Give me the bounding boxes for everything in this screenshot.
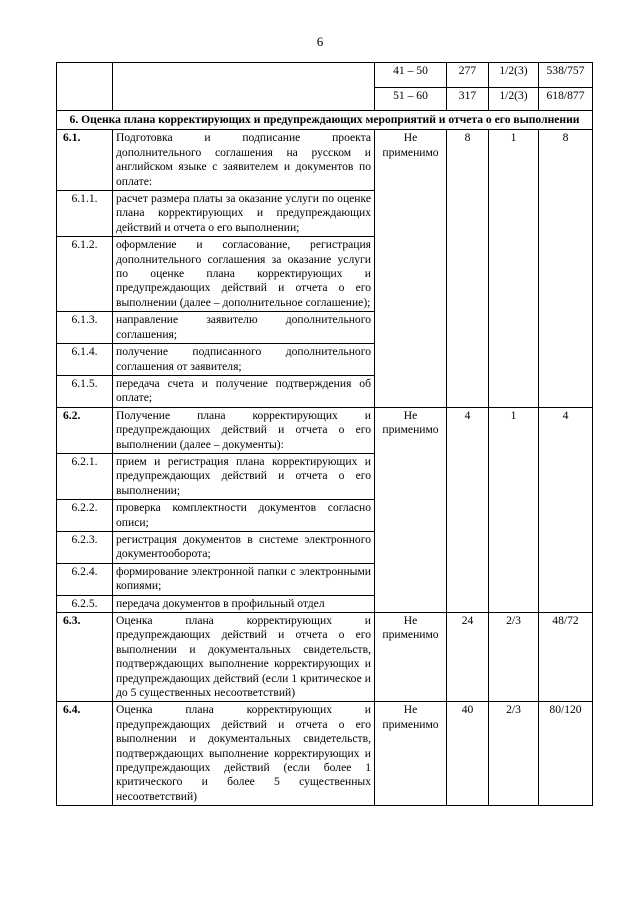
table-row [57, 130, 593, 191]
item-description: направление заявителю дополнительного соглашения; [113, 312, 375, 344]
item-description: прием и регистрация плана корректирующих и предупреждающих действий и отчета о его выполнении; [113, 453, 375, 499]
applicability-cell: Не применимо [375, 130, 447, 407]
item-description: Получение плана корректирующих и предупреждающих действий и отчета о его выполнении (далее – документы): [113, 407, 375, 453]
value-cell: 618/877 [539, 88, 593, 111]
value-cell: 2/3 [489, 702, 539, 806]
table-row [57, 702, 593, 806]
table-row [57, 63, 593, 88]
item-description: формирование электронной папки с электронными копиями; [113, 563, 375, 595]
item-description: Оценка плана корректирующих и предупреждающих действий и отчета о его выполнении и документальных свидетельств, подтверждающих выполнение корректирующих и предупреждающих действий (если 1 критическое и до 5 существенных несоответствий) [113, 613, 375, 702]
item-description: регистрация документов в системе электронного документооборота; [113, 531, 375, 563]
item-number: 6.2. [57, 407, 113, 453]
services-table [56, 62, 593, 806]
value-cell: 4 [447, 407, 489, 612]
value-cell: 1 [489, 130, 539, 407]
item-description: передача счета и получение подтверждения об оплате; [113, 375, 375, 407]
section-title: 6. Оценка плана корректирующих и предупреждающих мероприятий и отчета о его выполнении [57, 111, 593, 130]
page-number: 6 [316, 34, 324, 49]
range-cell: 51 – 60 [375, 88, 447, 111]
value-cell: 1 [489, 407, 539, 612]
empty-cell [113, 63, 375, 111]
applicability-cell: Не применимо [375, 702, 447, 806]
item-number: 6.2.4. [57, 563, 113, 595]
item-number: 6.2.3. [57, 531, 113, 563]
item-number: 6.1.1. [57, 191, 113, 237]
value-cell: 317 [447, 88, 489, 111]
value-cell: 8 [447, 130, 489, 407]
value-cell: 24 [447, 613, 489, 702]
item-description: Оценка плана корректирующих и предупреждающих действий и отчета о его выполнении и документальных свидетельств, подтверждающих выполнение корректирующих и предупреждающих действий (если более 1 критического и более 5 существенных несоответствий) [113, 702, 375, 806]
applicability-cell: Не применимо [375, 613, 447, 702]
item-number: 6.2.5. [57, 595, 113, 612]
table-row [57, 613, 593, 702]
value-cell: 277 [447, 63, 489, 88]
item-description: оформление и согласование, регистрация дополнительного соглашения за оказание услуги по оценке плана корректирующих и предупреждающих действий и отчета о его выполнении (далее – дополнительное соглашение); [113, 237, 375, 312]
item-number: 6.4. [57, 702, 113, 806]
item-description: расчет размера платы за оказание услуги по оценке плана корректирующих и предупреждающих действий и отчета о его выполнении; [113, 191, 375, 237]
value-cell: 2/3 [489, 613, 539, 702]
item-description: проверка комплектности документов согласно описи; [113, 500, 375, 532]
value-cell: 48/72 [539, 613, 593, 702]
value-cell: 40 [447, 702, 489, 806]
range-cell: 41 – 50 [375, 63, 447, 88]
value-cell: 1/2(3) [489, 63, 539, 88]
table-row [57, 407, 593, 453]
value-cell: 4 [539, 407, 593, 612]
item-number: 6.1.3. [57, 312, 113, 344]
item-description: получение подписанного дополнительного соглашения от заявителя; [113, 344, 375, 376]
item-number: 6.1.2. [57, 237, 113, 312]
item-description: передача документов в профильный отдел [113, 595, 375, 612]
item-number: 6.2.1. [57, 453, 113, 499]
item-number: 6.1.4. [57, 344, 113, 376]
item-number: 6.3. [57, 613, 113, 702]
section-header-row [57, 111, 593, 130]
item-number: 6.1. [57, 130, 113, 191]
value-cell: 538/757 [539, 63, 593, 88]
value-cell: 8 [539, 130, 593, 407]
applicability-cell: Не применимо [375, 407, 447, 612]
value-cell: 80/120 [539, 702, 593, 806]
item-number: 6.1.5. [57, 375, 113, 407]
value-cell: 1/2(3) [489, 88, 539, 111]
empty-cell [57, 63, 113, 111]
item-description: Подготовка и подписание проекта дополнительного соглашения на русском и английском языке с заявителем и документов по оплате: [113, 130, 375, 191]
item-number: 6.2.2. [57, 500, 113, 532]
